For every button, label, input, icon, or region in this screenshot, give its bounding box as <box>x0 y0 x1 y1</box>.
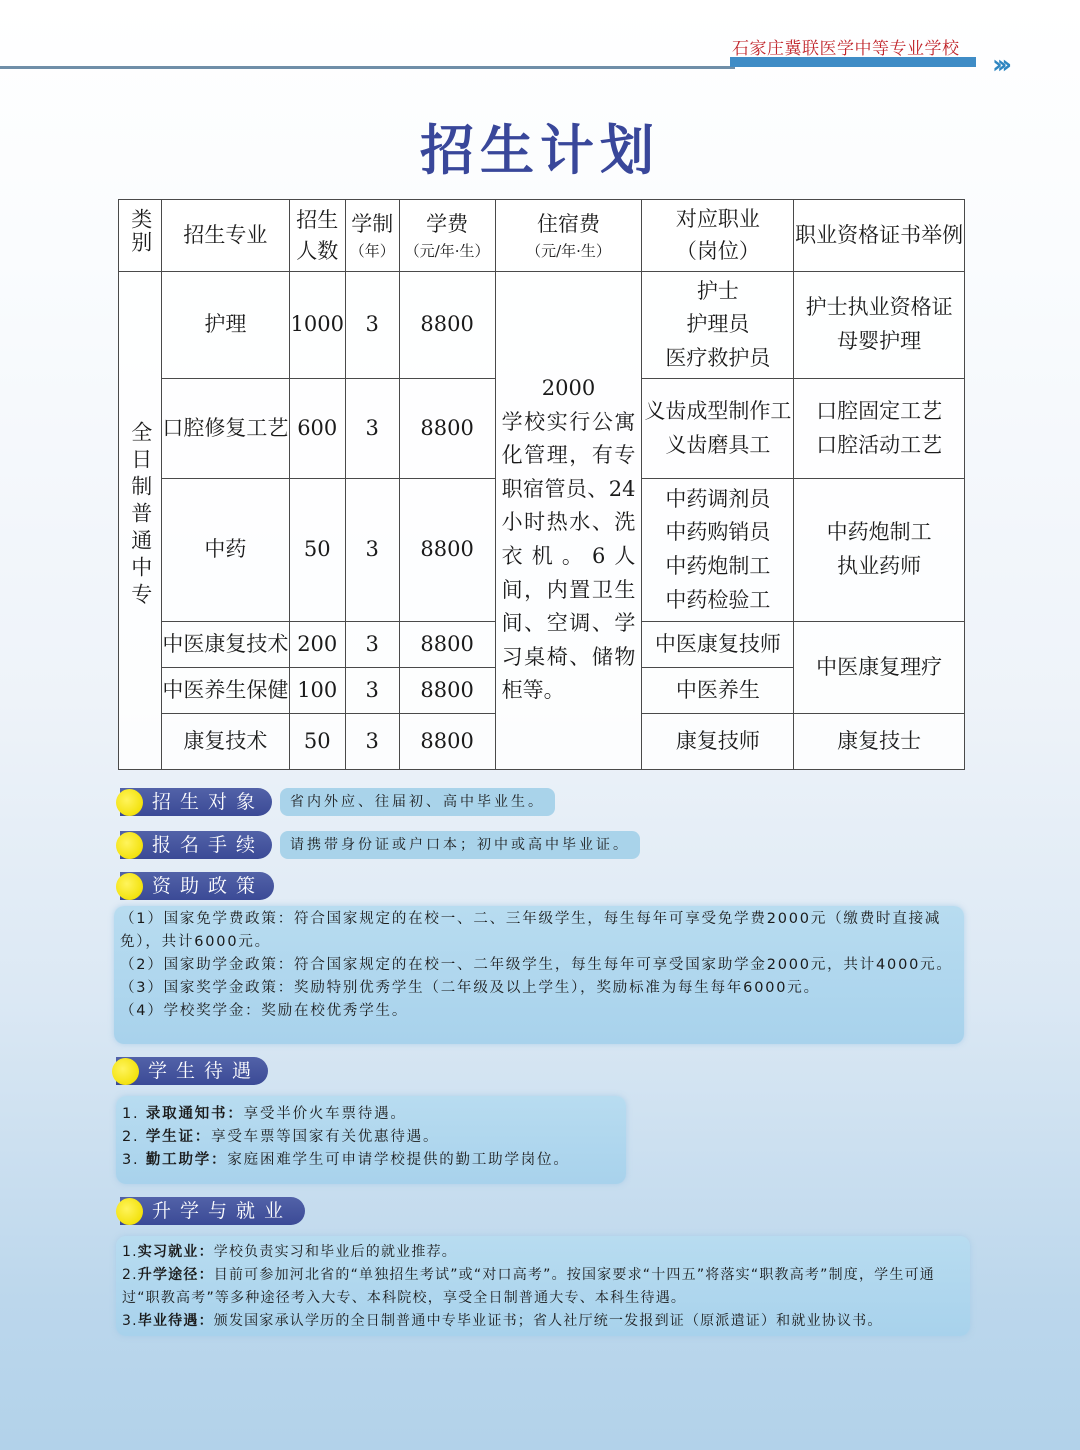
aid-policy-box <box>114 906 964 1044</box>
jobs-cell: 中医康复技师 <box>642 622 794 668</box>
target-text: 省内外应、往届初、高中毕业生。 <box>280 788 555 816</box>
page-title: 招生计划 <box>420 118 660 182</box>
header-enrollment: 招生人数 <box>289 200 345 272</box>
career-item: 2.升学途径：目前可参加河北省的“单独招生考试”或“对口高考”。按国家要求“十四五”将落实“职教高考”制度，学生可通过“职教高考”等多种途径考入大专、本科院校，享受全日制普通大专、本科生待遇。 <box>122 1267 935 1306</box>
duration-cell: 3 <box>345 622 399 668</box>
duration-cell: 3 <box>345 272 399 379</box>
duration-cell: 3 <box>345 379 399 479</box>
enrollment-cell: 50 <box>289 479 345 622</box>
registration-text: 请携带身份证或户口本；初中或高中毕业证。 <box>280 831 640 859</box>
header-divider-line <box>0 66 735 69</box>
certs-cell: 护士执业资格证 母婴护理 <box>794 272 965 379</box>
benefits-box <box>116 1096 626 1184</box>
tuition-cell: 8800 <box>399 622 495 668</box>
jobs-cell: 康复技师 <box>642 714 794 770</box>
dorm-fee-cell <box>495 272 642 770</box>
header-major: 招生专业 <box>161 200 289 272</box>
header-duration: 学制 （年） <box>345 200 399 272</box>
certs-cell: 康复技士 <box>794 714 965 770</box>
aid-item: （1）国家免学费政策：符合国家规定的在校一、二、三年级学生，每生每年可享受免学费2000元（缴费时直接减免），共计6000元。 <box>120 911 942 950</box>
major-cell: 中药 <box>161 479 289 622</box>
enrollment-plan-table <box>118 199 965 770</box>
tuition-cell: 8800 <box>399 714 495 770</box>
table-row <box>119 272 965 379</box>
tuition-cell: 8800 <box>399 379 495 479</box>
enrollment-cell: 50 <box>289 714 345 770</box>
enrollment-cell: 100 <box>289 668 345 714</box>
enrollment-cell: 200 <box>289 622 345 668</box>
jobs-cell: 中药调剂员 中药购销员 中药炮制工 中药检验工 <box>642 479 794 622</box>
dorm-fee-value: 2000 <box>541 376 596 400</box>
benefit-item: 3. 勤工助学：家庭困难学生可申请学校提供的勤工助学岗位。 <box>122 1152 570 1168</box>
certs-cell: 中医康复理疗 <box>794 622 965 714</box>
bullet-dot-icon <box>116 789 143 816</box>
aid-item: （4）学校奖学金：奖励在校优秀学生。 <box>120 1003 409 1019</box>
career-box <box>116 1236 970 1336</box>
bullet-dot-icon <box>116 873 143 900</box>
category-cell: 全日制普通中专 <box>119 272 162 770</box>
header-jobs: 对应职业 （岗位） <box>642 200 794 272</box>
duration-cell: 3 <box>345 479 399 622</box>
career-item: 1.实习就业：学校负责实习和毕业后的就业推荐。 <box>122 1244 457 1260</box>
career-item: 3.毕业待遇：颁发国家承认学历的全日制普通中专毕业证书；省人社厅统一发报到证（原派遣证）和就业协议书。 <box>122 1313 883 1329</box>
enrollment-cell: 600 <box>289 379 345 479</box>
certs-cell: 中药炮制工 执业药师 <box>794 479 965 622</box>
major-cell: 口腔修复工艺 <box>161 379 289 479</box>
school-name: 石家庄冀联医学中等专业学校 <box>732 39 960 59</box>
section-label-career: 升学与就业 <box>120 1197 305 1225</box>
jobs-cell: 护士 护理员 医疗救护员 <box>642 272 794 379</box>
major-cell: 中医养生保健 <box>161 668 289 714</box>
section-label-aid: 资助政策 <box>120 872 274 900</box>
duration-cell: 3 <box>345 668 399 714</box>
header-category: 类别 <box>119 200 162 272</box>
chevrons-right-icon: ››› <box>992 50 1007 80</box>
section-label-registration: 报名手续 <box>120 831 272 859</box>
header-dorm-fee: 住宿费 （元/年·生） <box>495 200 642 272</box>
jobs-cell: 义齿成型制作工 义齿磨具工 <box>642 379 794 479</box>
tuition-cell: 8800 <box>399 272 495 379</box>
section-label-benefits: 学生待遇 <box>116 1057 268 1085</box>
certs-cell: 口腔固定工艺 口腔活动工艺 <box>794 379 965 479</box>
bullet-dot-icon <box>116 832 143 859</box>
header-certs: 职业资格证书举例 <box>794 200 965 272</box>
aid-item: （2）国家助学金政策：符合国家规定的在校一、二年级学生，每生每年可享受国家助学金2000元，共计4000元。 <box>120 957 953 973</box>
duration-cell: 3 <box>345 714 399 770</box>
bullet-dot-icon <box>116 1198 143 1225</box>
table-header-row <box>119 200 965 272</box>
tuition-cell: 8800 <box>399 479 495 622</box>
header-tuition: 学费 （元/年·生） <box>399 200 495 272</box>
enrollment-cell: 1000 <box>289 272 345 379</box>
benefit-item: 2. 学生证：享受车票等国家有关优惠待遇。 <box>122 1129 440 1145</box>
aid-item: （3）国家奖学金政策：奖励特别优秀学生（二年级及以上学生），奖励标准为每生每年6000元。 <box>120 980 820 996</box>
major-cell: 康复技术 <box>161 714 289 770</box>
tuition-cell: 8800 <box>399 668 495 714</box>
dorm-description: 学校实行公寓化管理，有专职宿管员、24小时热水、洗衣机。6人间，内置卫生间、空调、学习桌椅、储物柜等。 <box>501 409 636 703</box>
major-cell: 护理 <box>161 272 289 379</box>
jobs-cell: 中医养生 <box>642 668 794 714</box>
benefit-item: 1. 录取通知书：享受半价火车票待遇。 <box>122 1106 407 1122</box>
section-label-target: 招生对象 <box>120 788 272 816</box>
bullet-dot-icon <box>112 1058 139 1085</box>
major-cell: 中医康复技术 <box>161 622 289 668</box>
